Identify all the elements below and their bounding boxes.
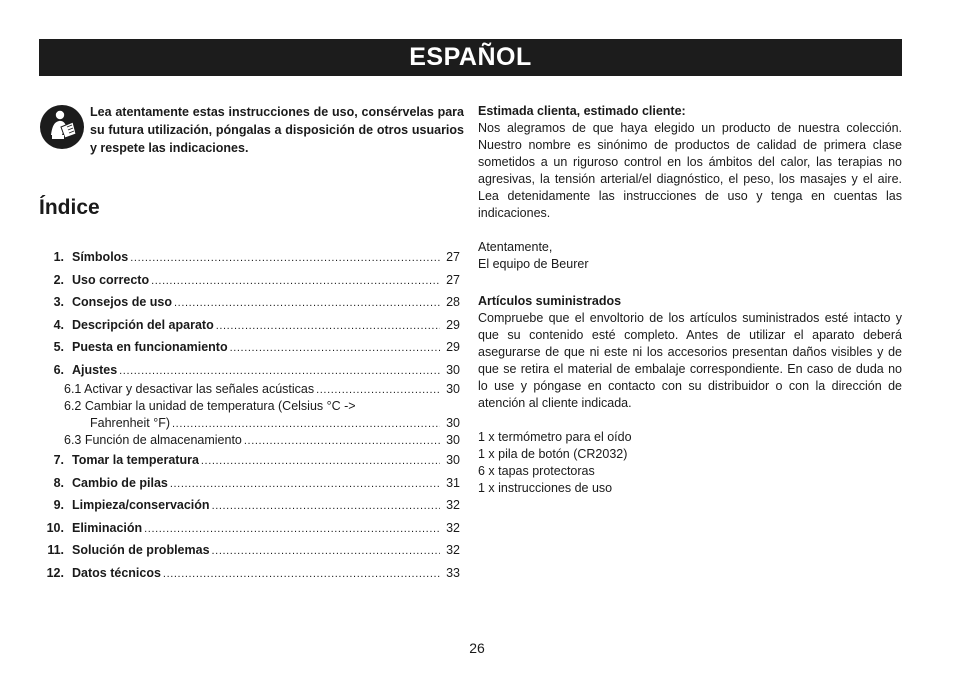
letter-body: Nos alegramos de que haya elegido un producto de nuestra colección. Nuestro nombre es sinónimo de productos de calidad de primera clase sometidos a un riguroso control en los ámbitos del calor, las terapias no agresivas, la tensión arterial/el diagnóstico, el peso, los masajes y el aire. Lea detenidamente las instrucciones de uso y tenga en cuentas las indicaciones. bbox=[478, 121, 902, 220]
toc-number: 7. bbox=[53, 453, 64, 467]
toc-number: 10. bbox=[46, 520, 64, 535]
toc-title: Símbolos bbox=[72, 250, 129, 264]
toc-title: Cambio de pilas bbox=[72, 475, 168, 490]
toc-leader bbox=[316, 382, 440, 399]
toc-row[interactable] bbox=[36, 562, 460, 585]
toc-page: 27 bbox=[446, 272, 460, 287]
toc-row[interactable] bbox=[36, 539, 460, 562]
toc-leader bbox=[212, 495, 440, 518]
toc-row[interactable] bbox=[36, 314, 460, 337]
toc-row[interactable] bbox=[36, 472, 460, 495]
toc-page: 30 bbox=[446, 362, 460, 377]
toc-row[interactable] bbox=[36, 291, 460, 314]
toc-subrow[interactable] bbox=[36, 398, 460, 415]
toc-leader bbox=[151, 270, 440, 293]
toc-number: 9. bbox=[53, 498, 64, 512]
toc-title: Solución de problemas bbox=[72, 543, 210, 557]
toc-number: 2. bbox=[53, 272, 64, 287]
toc-row[interactable] bbox=[36, 269, 460, 292]
toc-number: 5. bbox=[53, 340, 64, 354]
toc-row[interactable] bbox=[36, 494, 460, 517]
toc-page: 28 bbox=[446, 295, 460, 309]
toc-page: 30 bbox=[446, 453, 460, 467]
toc-leader bbox=[174, 292, 440, 315]
toc-page: 29 bbox=[446, 317, 460, 332]
read-manual-icon bbox=[40, 105, 84, 149]
toc-page: 30 bbox=[446, 433, 460, 447]
toc-title: Uso correcto bbox=[72, 272, 150, 287]
toc-leader bbox=[130, 247, 440, 270]
toc-page: 32 bbox=[446, 520, 460, 535]
toc-row[interactable] bbox=[36, 449, 460, 472]
table-of-contents bbox=[36, 246, 460, 584]
toc-leader bbox=[163, 563, 440, 586]
letter-signature: El equipo de Beurer bbox=[478, 257, 589, 271]
language-banner: ESPAÑOL bbox=[39, 39, 902, 76]
toc-leader bbox=[172, 416, 440, 433]
toc-title: Consejos de uso bbox=[72, 295, 173, 309]
toc-title: Eliminación bbox=[72, 520, 143, 535]
toc-page: 30 bbox=[446, 416, 460, 430]
toc-title: 6.3 Función de almacenamiento bbox=[64, 433, 242, 447]
toc-leader bbox=[201, 450, 440, 473]
toc-row[interactable] bbox=[36, 246, 460, 269]
supplied-heading: Artículos suministrados bbox=[478, 294, 622, 308]
letter-closing: Atentamente, bbox=[478, 240, 553, 254]
supplied-item: 1 x instrucciones de uso bbox=[478, 481, 613, 495]
toc-number: 4. bbox=[53, 317, 64, 332]
toc-subrow-continuation[interactable] bbox=[36, 415, 460, 432]
toc-leader bbox=[144, 518, 440, 541]
toc-subrow[interactable] bbox=[36, 381, 460, 398]
toc-leader bbox=[216, 315, 440, 338]
toc-row[interactable] bbox=[36, 359, 460, 382]
toc-title: Descripción del aparato bbox=[72, 317, 214, 332]
toc-row[interactable] bbox=[36, 517, 460, 540]
toc-leader bbox=[170, 473, 440, 496]
toc-number: 12. bbox=[46, 565, 64, 580]
toc-title: Fahrenheit °F) bbox=[90, 416, 171, 430]
toc-title: 6.2 Cambiar la unidad de temperatura (Celsius °C -> bbox=[64, 399, 356, 413]
toc-page: 33 bbox=[446, 565, 460, 580]
supplied-item: 6 x tapas protectoras bbox=[478, 464, 595, 478]
toc-number: 1. bbox=[53, 250, 64, 264]
toc-page: 32 bbox=[446, 543, 460, 557]
toc-number: 6. bbox=[53, 362, 64, 377]
toc-row[interactable] bbox=[36, 336, 460, 359]
index-heading: Índice bbox=[39, 196, 100, 219]
toc-subrow[interactable] bbox=[36, 432, 460, 449]
toc-number: 11. bbox=[47, 543, 64, 557]
toc-number: 3. bbox=[53, 295, 64, 309]
intro-warning-text: Lea atentamente estas instrucciones de uso, consérvelas para su futura utilización, póngalas a disposición de otros usuarios y respete las indicaciones. bbox=[90, 105, 464, 155]
toc-title: Tomar la temperatura bbox=[72, 453, 199, 467]
letter-greeting: Estimada clienta, estimado cliente: bbox=[478, 104, 686, 118]
supplied-item: 1 x termómetro para el oído bbox=[478, 430, 632, 444]
right-column bbox=[478, 103, 902, 497]
toc-leader bbox=[212, 540, 440, 563]
toc-leader bbox=[244, 433, 440, 450]
toc-leader bbox=[119, 360, 440, 383]
toc-page: 30 bbox=[446, 382, 460, 396]
toc-number: 8. bbox=[53, 475, 64, 490]
toc-title: Datos técnicos bbox=[72, 565, 161, 580]
toc-page: 29 bbox=[446, 340, 460, 354]
toc-title: Ajustes bbox=[72, 362, 118, 377]
supplied-text: Compruebe que el envoltorio de los artículos suministrados esté intacto y que su contenido esté completo. Antes de utilizar el aparato deberá asegurarse de que ni este ni los accesorios presentan daños visibles y de que se retira el material de embalaje correspondiente. En caso de duda no lo use y póngase en contacto con su distribuidor o con la dirección de atención al cliente indicada. bbox=[478, 311, 902, 410]
toc-page: 27 bbox=[446, 250, 460, 264]
page-number: 26 bbox=[469, 640, 485, 656]
toc-title: Limpieza/conservación bbox=[72, 498, 210, 512]
toc-title: Puesta en funcionamiento bbox=[72, 340, 228, 354]
toc-title: 6.1 Activar y desactivar las señales acústicas bbox=[64, 382, 315, 396]
supplied-item: 1 x pila de botón (CR2032) bbox=[478, 447, 628, 461]
toc-page: 32 bbox=[446, 498, 460, 512]
toc-page: 31 bbox=[446, 475, 460, 490]
toc-leader bbox=[230, 337, 440, 360]
